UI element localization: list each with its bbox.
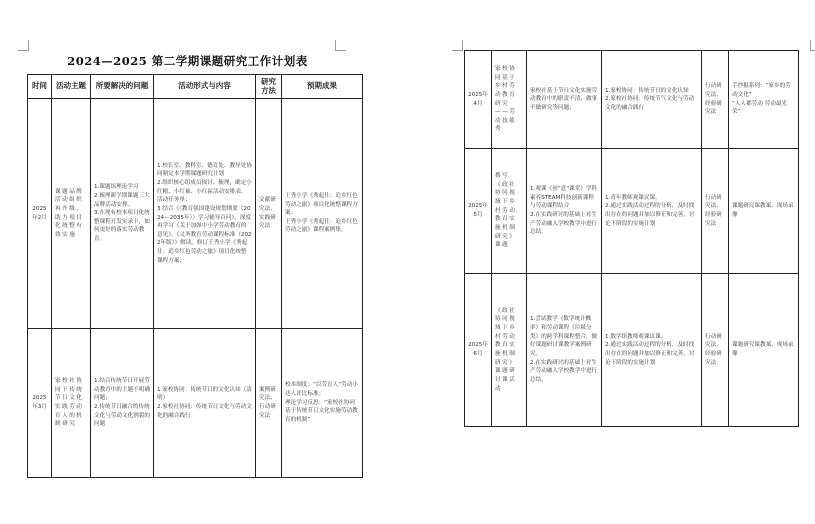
cell-problems: 1.尝试教学《数学统计概率》和劳动课程《垃圾分类》的跨学科课程整合，做好课题研讨课教学案例研究。 2.在实践研讨的基础上对生产劳动融入学校教学中进行总结。 [527,274,602,427]
table-row [465,51,799,149]
cell-activities: 1.家校协同：传统节日的文化认知（清明） 2.家校社协同：传统节日文化与劳动文化的融合践行 [154,329,256,478]
cell-theme: 家校协同基于乡村劳动教育研究——劳动技能秀 [492,51,527,149]
cell-outcomes: 校本制度：“以劳育人”劳动小达人评比标准； 理论学习反思：“家校社协同基于传统节日文化实施劳动教育的机制” [282,329,363,478]
cell-time: 2025年4月 [465,51,492,149]
cell-outcomes: 王秀小学《秀起仕：追乡红色劳动之旅》项目化统整课程方案； 王秀小学《秀起仕：追乡红色劳动之旅》课程案例集。 [282,99,363,329]
header-methods: 研究方法 [256,75,282,99]
table-row [28,329,363,478]
cell-activities: 1.数学组教师观课议课。 2.通过实践活动过程的分析，及时找出存在的问题并加以修正和完善，讨论下阶段的实施计划 [602,274,702,427]
page-corner-mark [335,40,346,51]
cell-time: 2025年3月 [28,329,52,478]
plan-table-right [464,50,799,427]
plan-table-left [27,74,363,478]
header-theme: 活动主题 [52,75,91,99]
page-corner-mark [810,40,815,51]
cell-theme: 课题品牌活动组织再升级，助力项目化统整有效实施 [52,99,91,329]
cell-problems: 1.结合传统节日开展劳动教育中的主题不明确问题； 2.传统节日融合的传统文化与劳动文化割裂的问题 [91,329,154,478]
cell-problems: 1.课题组理论学习 2.梳理新学期课题三大品牌活动安排。 3.在现有校本项目化统整课程开发实录下，如何更好的落实劳动教育。 [91,99,154,329]
cell-time: 2025年2月 [28,99,52,329]
table-row [465,274,799,427]
cell-outcomes: 课题研究课教案、现场录像 [729,149,799,274]
header-time: 时间 [28,75,52,99]
table-row [465,149,799,274]
cell-theme: 撰写《政社协同视域下乡村劳动教育实施机制研究》课题 [492,149,527,274]
cell-methods: 文献研究法、实践研究法 [256,99,282,329]
cell-problems: 1.观课《创“意”课堂》学科素养STEAM科技创新课程与劳动课程结合 2.在实践研讨的基础上对生产劳动融入学校教学中进行总结。 [527,149,602,274]
cell-activities: 1.青年教师观课议课。 2.通过实践活动过程的分析，及时找出存在的问题并加以修正和完善，讨论下阶段的实施计划 [602,149,702,274]
page-corner-mark [18,40,29,51]
cell-activities: 1.家校协同：传统节日的文化认知 2.家校社协同：传统节气文化与劳动文化的融合践行 [602,51,702,149]
header-problems: 所要解决的问题 [91,75,154,99]
cell-problems: 家校社基于节日文化实施劳动教育中的职责不清、做事不做研究等问题； [527,51,602,149]
cell-theme: 家校社协同下传统节日文化实践劳动育人的机制研究 [52,329,91,478]
cell-time: 2025年5月 [465,149,492,274]
cell-methods: 行动研究法、经验研究法 [702,274,729,427]
table-header-row [28,75,363,99]
table-row [28,99,363,329]
header-outcomes: 预期成果 [282,75,363,99]
cell-outcomes: 手抄报系列：“家乡的劳动文化” “人人都劳动 劳动最光荣” [729,51,799,149]
cell-methods: 行动研究法、经验研究法 [702,149,729,274]
cell-theme: 《政社协同视域下乡村劳动教育实施机制研究》课题研讨课活动 [492,274,527,427]
cell-activities: 1.校长室、教科室、德育处、教导处协同制定本学期课题研究计划 2.组织核心组成员探讨、梳理，确定小红帽、小红袖、小红區活动安排表、活动任务单； 3.结合《〈教育强国建设规划纲要（2024—2035年）〉学习辅导百问》、深度再学习《关于加强中小学劳动教育的意见》、《义务教育劳动课程标准（2022年版）》解读。修订王秀小学《秀起仕：追乡红色劳动之旅》项目化统整课程方案； [154,99,256,329]
page-corner-mark [452,40,463,51]
header-activities: 活动形式与内容 [154,75,256,99]
cell-time: 2025年6月 [465,274,492,427]
document-title: 2024—2025 第二学期课题研究工作计划表 [67,54,308,68]
cell-methods: 案例研究法、行动研究法 [256,329,282,478]
cell-methods: 行动研究法、经验研究法 [702,51,729,149]
cell-outcomes: 课题研究课教案、现场录像 [729,274,799,427]
